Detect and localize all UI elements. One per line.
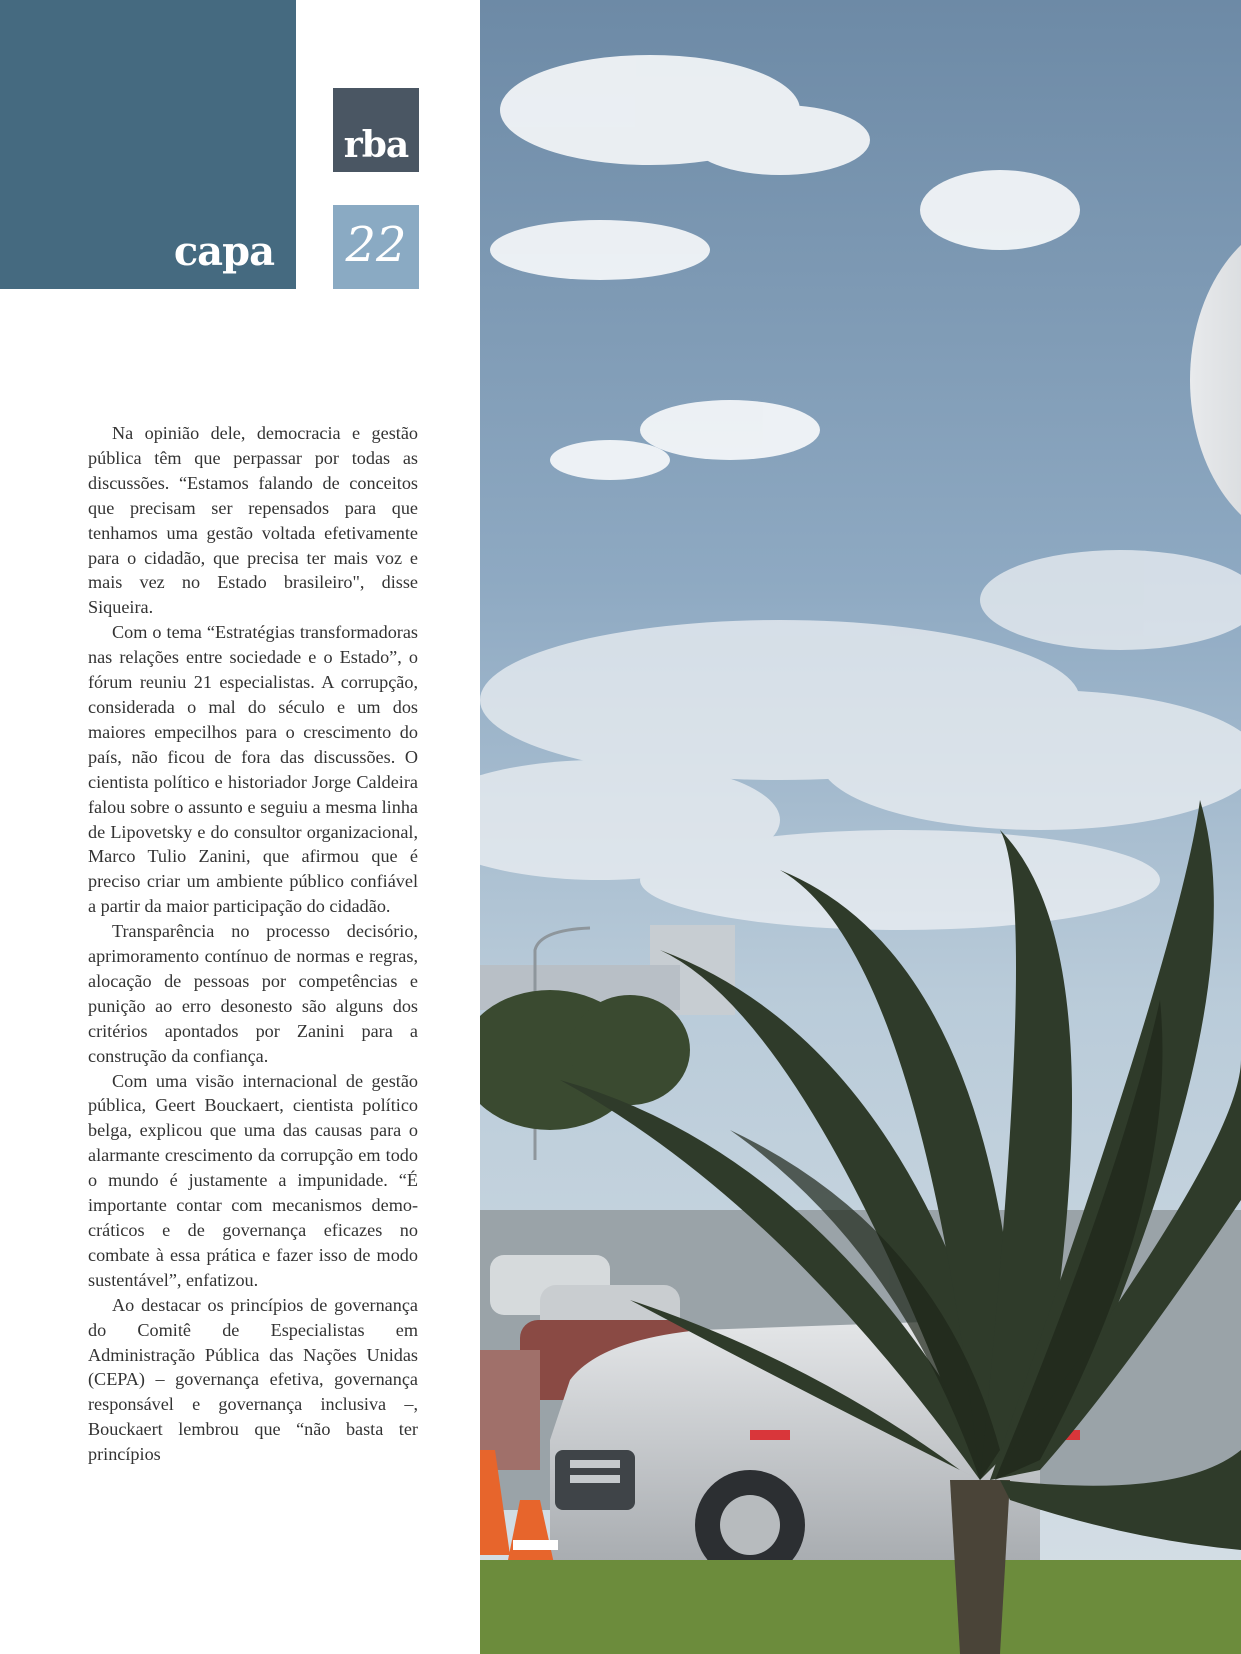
magazine-logo-text: rba: [343, 124, 409, 166]
magazine-logo: [333, 88, 419, 172]
article-paragraph-3: Transparência no processo decisório, aprimoramento contínuo de normas e regras, alocação de pessoas por competências e punição ao erro desonesto são alguns dos critérios apontados por Zanini para a construção da confiança.: [88, 921, 418, 1066]
article-photo: [480, 0, 1241, 1654]
page-number-box: [333, 205, 419, 289]
article-paragraph-4: Com uma visão internacional de gestão pública, Geert Bouckaert, cientista político belga, explicou que uma das causas para o alarmante crescimento da corrupção em todo o mundo é justamente a impunidade. “É importante contar com mecanismos democráticos e de governança eficazes no combate à essa prática e fazer isso de modo sustentável”, enfatizou.: [88, 1070, 418, 1290]
article-paragraph-1: Na opinião dele, democracia e gestão pública têm que perpassar por todas as discussões. “Estamos falando de conceitos que precisam ser repensados para que tenhamos uma gestão voltada efetivamente para o cidadão, que precisa ter mais voz e mais vez no Estado brasileiro", disse Siqueira.: [88, 423, 418, 618]
article-body: [88, 421, 418, 1467]
article-paragraph-5: Ao destacar os princípios de governança do Comitê de Especialistas em Administração Pública das Nações Unidas (CEPA) – governança efetiva, governança responsável e governança inclusiva –, Bouckaert lembrou que “não basta ter princípios: [88, 1294, 418, 1465]
page-number: 22: [345, 217, 407, 273]
section-label: capa: [173, 228, 274, 275]
lawn: [480, 1560, 1241, 1654]
section-block: [0, 0, 296, 289]
article-paragraph-2: Com o tema “Estratégias transformadoras nas relações entre sociedade e o Estado”, o fórum reuniu 21 especialistas. A corrupção, considerada o mal do século e um dos maiores empecilhos para o crescimento do país, não ficou de fora das discussões. O cientista político e historiador Jorge Caldeira falou sobre o assunto e seguiu a mesma linha de Lipovetsky e do consultor organizacional, Marco Tulio Zanini, que afirmou que é preciso criar um ambiente público confiável a partir da maior participação do cidadão.: [88, 622, 418, 917]
